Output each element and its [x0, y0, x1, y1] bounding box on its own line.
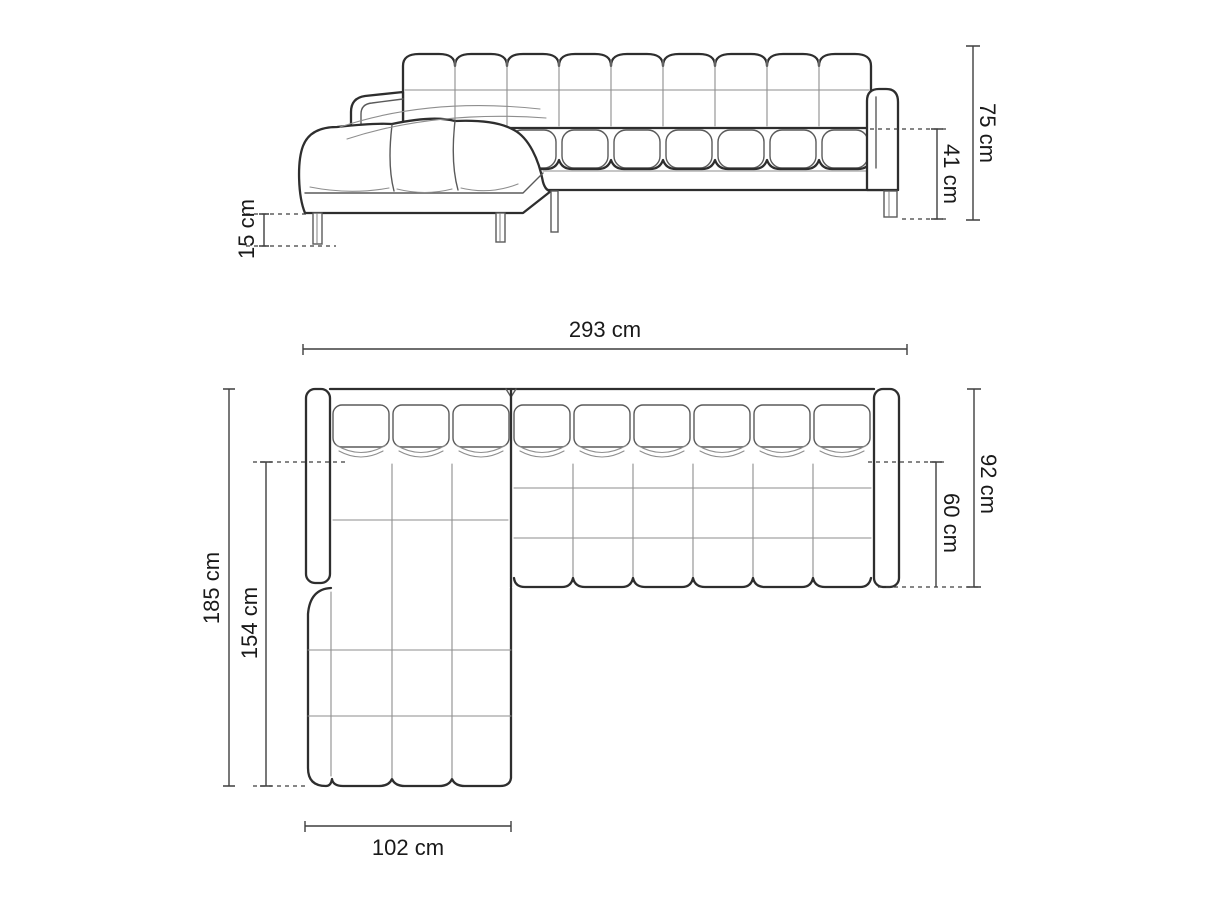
plan-dimension-lines — [223, 389, 982, 832]
back-cushion — [333, 405, 389, 447]
chaise-length-dashed-refs — [253, 462, 347, 786]
plan-right-armrest — [874, 389, 899, 587]
right-armrest-outline — [867, 89, 898, 190]
dim-label-seat-depth: 60 cm — [939, 493, 964, 553]
front-elevation-view — [246, 46, 980, 246]
dim-label-total-width: 293 cm — [568, 317, 642, 342]
dim-label-chaise-length: 154 cm — [237, 586, 262, 660]
seat-cushion — [562, 130, 608, 168]
back-cushion — [634, 405, 690, 447]
plan-chaise — [308, 464, 511, 786]
back-cushion — [694, 405, 750, 447]
plan-left-armrest — [306, 389, 330, 583]
right-armrest — [867, 89, 898, 190]
base-rail-main — [543, 171, 898, 190]
seat-cushion — [718, 130, 764, 168]
leg-middle — [551, 191, 558, 232]
chaise-grid-verticals — [331, 464, 452, 778]
back-cushion — [814, 405, 870, 447]
dim-label-total-height: 75 cm — [975, 103, 1000, 163]
total-width-dim-line — [303, 344, 907, 355]
back-cushion — [754, 405, 810, 447]
seat-cushion — [666, 130, 712, 168]
dim-label-leg-height: 15 cm — [234, 199, 259, 259]
dim-label-seat-height: 41 cm — [939, 144, 964, 204]
right-grid-verticals — [573, 464, 813, 580]
plan-right-seat-grid — [514, 464, 871, 587]
back-cushion — [514, 405, 570, 447]
base-rail-body — [548, 171, 898, 190]
chaise-plan-outline — [308, 588, 511, 786]
right-front-scallop — [514, 578, 871, 587]
leg-right — [884, 191, 897, 217]
chaise-outline — [299, 119, 551, 213]
chaise-grid-horizontals — [308, 520, 511, 716]
seat-cushion — [822, 130, 868, 168]
seat-cushion — [614, 130, 660, 168]
chaise-width-dim-line — [305, 821, 511, 832]
leg-height-dim-line — [259, 214, 269, 246]
top-plan-view — [223, 344, 982, 832]
dim-label-body-depth: 92 cm — [976, 454, 1001, 514]
dim-label-total-depth: 185 cm — [199, 551, 224, 625]
back-cushion — [453, 405, 509, 447]
back-cushion — [393, 405, 449, 447]
plan-back-cushions — [333, 405, 870, 457]
dim-label-chaise-width: 102 cm — [371, 835, 445, 860]
seat-cushion — [770, 130, 816, 168]
back-cushion — [574, 405, 630, 447]
